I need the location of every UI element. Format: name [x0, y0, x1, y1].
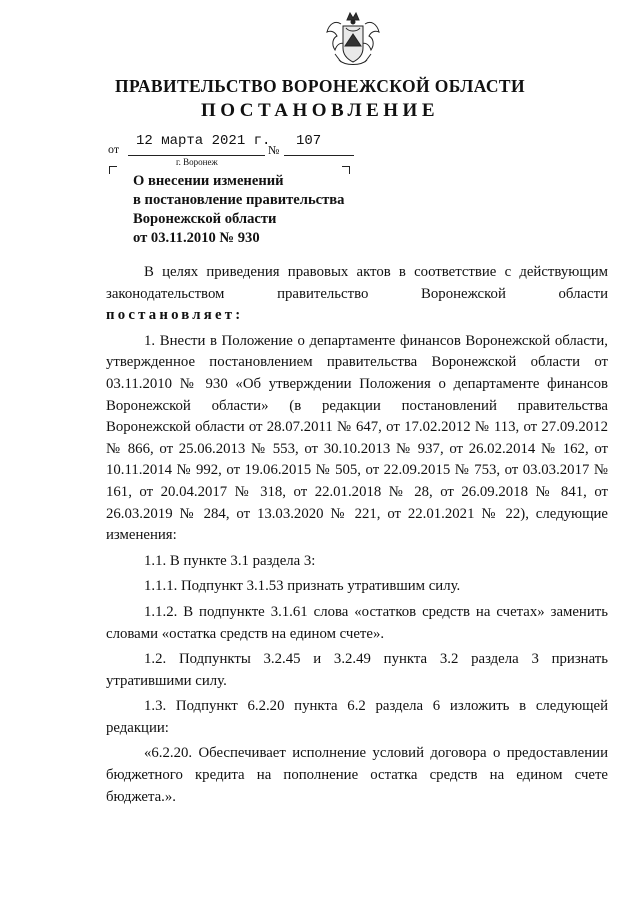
- paragraph-1-3: 1.3. Подпункт 6.2.20 пункта 6.2 раздела 6 изложить в следующей редакции:: [106, 698, 608, 736]
- document-body: [106, 262, 608, 808]
- date-prefix-label: от: [108, 142, 120, 156]
- subject-line: в постановление правительства: [133, 192, 345, 208]
- document-subject: [133, 172, 344, 248]
- quoted-text: «6.2.20. Обеспечивает исполнение условий договора о предоставлении бюджетного кредита на пополнение остатка средств на едином счете бюджета.».: [106, 745, 608, 805]
- number-label: №: [268, 143, 280, 157]
- paragraph-1-1: 1.1. В пункте 3.1 раздела 3:: [144, 552, 316, 569]
- document-date: 12 марта 2021 г.: [136, 133, 271, 149]
- subject-corner-left: [109, 166, 117, 174]
- document-meta: [108, 133, 368, 169]
- number-underline: [284, 155, 354, 156]
- preamble-line: В целях приведения правовых актов в соответствие с действующим: [144, 264, 608, 280]
- paragraph-1: 1. Внести в Положение о департаменте финансов Воронежской области, утвержденное постановлением правительства Воронежской области от 03.11.2010 № 930 «Об утверждении Положения о департаменте финансов Воронежской области» (в редакции постановлений правительства Воронежской области от 28.07.2011 № 647, от 17.02.2012 № 113, от 27.09.2012 № 866, от 25.06.2013 № 553, от 30.10.2013 № 937, от 26.02.2014 № 162, от 10.11.2014 № 992, от 19.06.2015 № 505, от 22.09.2015 № 753, от 03.03.2017 № 161, от 20.04.2017 № 318, от 22.01.2018 № 28, от 26.09.2018 № 841, от 26.03.2019 № 284, от 13.03.2020 № 221, от 22.01.2021 № 22), следующие изменения:: [106, 332, 608, 544]
- preamble-line: законодательством правительство Воронежской области: [106, 285, 608, 302]
- paragraph-1-1-2: 1.1.2. В подпункте 3.1.61 слова «остатков средств на счетах» заменить словами «остатка средств на едином счете».: [106, 603, 608, 642]
- organization-title: ПРАВИТЕЛЬСТВО ВОРОНЕЖСКОЙ ОБЛАСТИ: [114, 76, 526, 96]
- coat-of-arms-emblem: [321, 10, 385, 70]
- subject-line: О внесении изменений: [133, 173, 284, 189]
- document-number: 107: [296, 133, 322, 149]
- paragraph-1-1-1: 1.1.1. Подпункт 3.1.53 признать утратившим силу.: [144, 578, 461, 595]
- subject-line: Воронежской области: [133, 211, 277, 227]
- subject-line: от 03.11.2010 № 930: [133, 230, 260, 246]
- resolves-label: постановляет:: [106, 307, 244, 324]
- document-city: г. Воронеж: [176, 157, 218, 167]
- document-type: ПОСТАНОВЛЕНИЕ: [200, 100, 440, 121]
- date-underline: [128, 155, 265, 156]
- paragraph-1-2: 1.2. Подпункты 3.2.45 и 3.2.49 пункта 3.2 раздела 3 признать утратившими силу.: [106, 651, 608, 689]
